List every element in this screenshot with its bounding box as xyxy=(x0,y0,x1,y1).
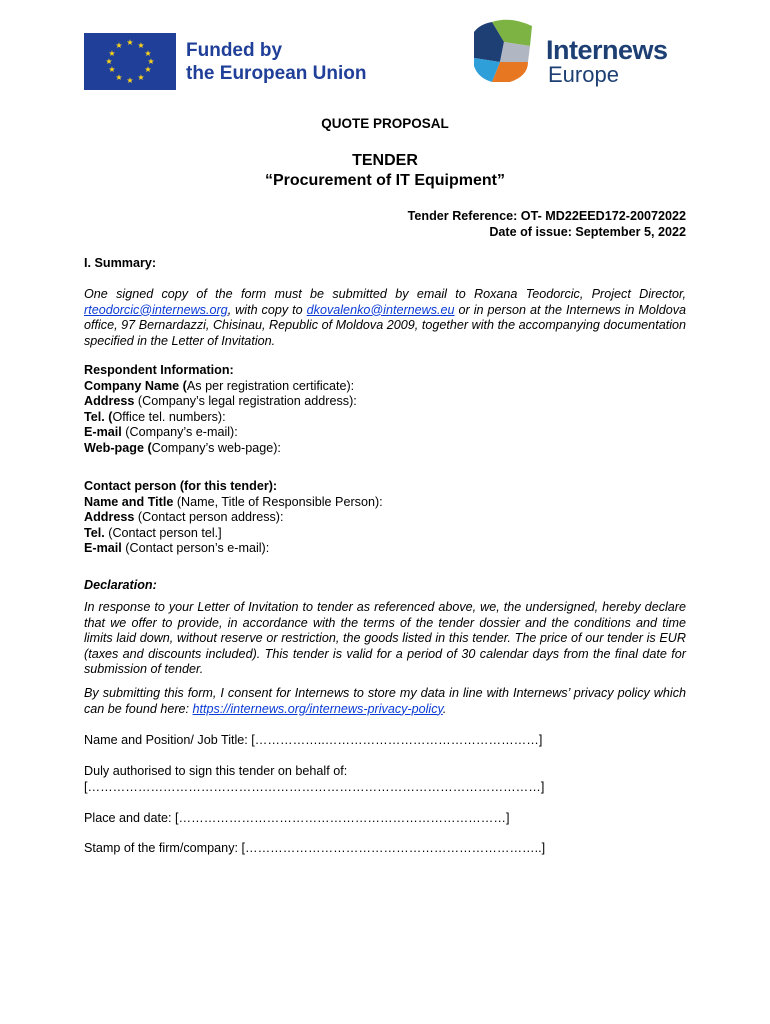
summary-paragraph xyxy=(84,287,686,349)
eu-flag-icon: ★ ★ ★ ★ ★ ★ ★ ★ ★ ★ ★ ★ xyxy=(84,33,176,90)
stamp-field: Stamp of the firm/company: [……………………………………………………………..] xyxy=(84,841,546,855)
name-position-field: Name and Position/ Job Title: [……………..……………………………………………] xyxy=(84,733,543,747)
contact-tel-line xyxy=(84,526,686,542)
internews-wordmark: Internews xyxy=(546,35,668,65)
eu-funded-logo xyxy=(84,33,402,90)
email-link-rteodorcic[interactable]: rteodorcic@internews.org xyxy=(84,302,228,317)
tel-label: Tel. ( xyxy=(84,409,113,424)
privacy-policy-link[interactable]: https://internews.org/internews-privacy-policy xyxy=(192,701,443,716)
declaration-heading: Declaration: xyxy=(84,578,157,592)
europe-wordmark: Europe xyxy=(548,62,619,87)
eu-line-2: the European Union xyxy=(186,62,367,84)
contact-name-line xyxy=(84,495,686,511)
company-label: Company Name ( xyxy=(84,378,187,393)
email-link-dkovalenko[interactable]: dkovalenko@internews.eu xyxy=(306,302,455,317)
eu-line-1: Funded by xyxy=(186,39,283,61)
place-date-field: Place and date: [……………………………………………………………………] xyxy=(84,811,510,825)
declaration-paragraph-2 xyxy=(84,686,686,717)
email-hint: (Company’s e-mail): xyxy=(121,425,238,439)
company-name-line xyxy=(84,379,686,395)
contact-name-hint: (Name, Title of Responsible Person): xyxy=(173,494,383,509)
tender-label: TENDER xyxy=(352,152,418,169)
contact-tel-label: Tel. xyxy=(84,525,105,540)
authorised-field: [………………………………………………………………………………………………] xyxy=(84,780,545,794)
contact-email-label: E-mail xyxy=(84,541,122,555)
contact-address-hint: (Contact person address): xyxy=(134,510,284,524)
tender-reference: Tender Reference: OT- MD22EED172-20072022 xyxy=(407,209,686,223)
address-line xyxy=(84,394,686,410)
declaration-paragraph-1: In response to your Letter of Invitation to tender as referenced above, we, the undersigned, hereby declare that we offer to provide, in accordance with the terms of the tender dossier and the conditions and time limits laid down, without reserve or restriction, the goods listed in this tender. The price of our tender is EUR (taxes and discounts included). This tender is valid for a period of 30 calendar days from the final date for submission of tender. xyxy=(84,600,686,676)
address-hint: (Company’s legal registration address): xyxy=(134,394,357,408)
contact-address-line xyxy=(84,510,686,526)
contact-address-label: Address xyxy=(84,510,135,524)
respondent-section xyxy=(84,363,686,456)
contact-heading: Contact person (for this tender): xyxy=(84,479,278,493)
summary-text-b: , with copy to xyxy=(227,302,307,317)
doc-type-title: QUOTE PROPOSAL xyxy=(321,116,449,131)
email-line xyxy=(84,425,686,441)
company-hint: As per registration certificate): xyxy=(186,378,355,393)
internews-europe-logo xyxy=(470,18,700,86)
summary-text-a: One signed copy of the form must be submitted by email to Roxana Teodorcic, Project Director, xyxy=(84,287,686,301)
privacy-text: By submitting this form, I consent for Internews to store my data in line with Internews’ privacy policy which can be found here: xyxy=(84,686,686,716)
webpage-line xyxy=(84,441,686,457)
internews-mark-icon xyxy=(470,18,542,86)
tel-hint: Office tel. numbers): xyxy=(112,409,226,424)
eu-funded-text xyxy=(186,39,367,85)
contact-tel-hint: (Contact person tel.] xyxy=(104,525,222,540)
address-label: Address xyxy=(84,394,135,408)
contact-name-label: Name and Title xyxy=(84,494,174,509)
respondent-heading: Respondent Information: xyxy=(84,363,234,377)
contact-email-hint: (Contact person’s e-mail): xyxy=(121,541,270,555)
contact-section xyxy=(84,479,686,557)
summary-text-c: or in person at the Internews in Moldova office, 97 Bernardazzi, Chisinau, Republic of Moldova 2009, together with the accompanying documentation specified in the Letter of Invitation. xyxy=(84,302,687,348)
web-label: Web-page ( xyxy=(84,440,152,455)
tel-line xyxy=(84,410,686,426)
summary-heading: I. Summary: xyxy=(84,256,157,270)
privacy-text-end: . xyxy=(442,701,447,716)
web-hint: Company’s web-page): xyxy=(151,440,281,455)
authorised-line-1: Duly authorised to sign this tender on behalf of: xyxy=(84,764,348,778)
date-of-issue: Date of issue: September 5, 2022 xyxy=(489,225,686,239)
tender-title: “Procurement of IT Equipment” xyxy=(264,172,505,189)
contact-email-line xyxy=(84,541,686,557)
email-label: E-mail xyxy=(84,425,122,439)
